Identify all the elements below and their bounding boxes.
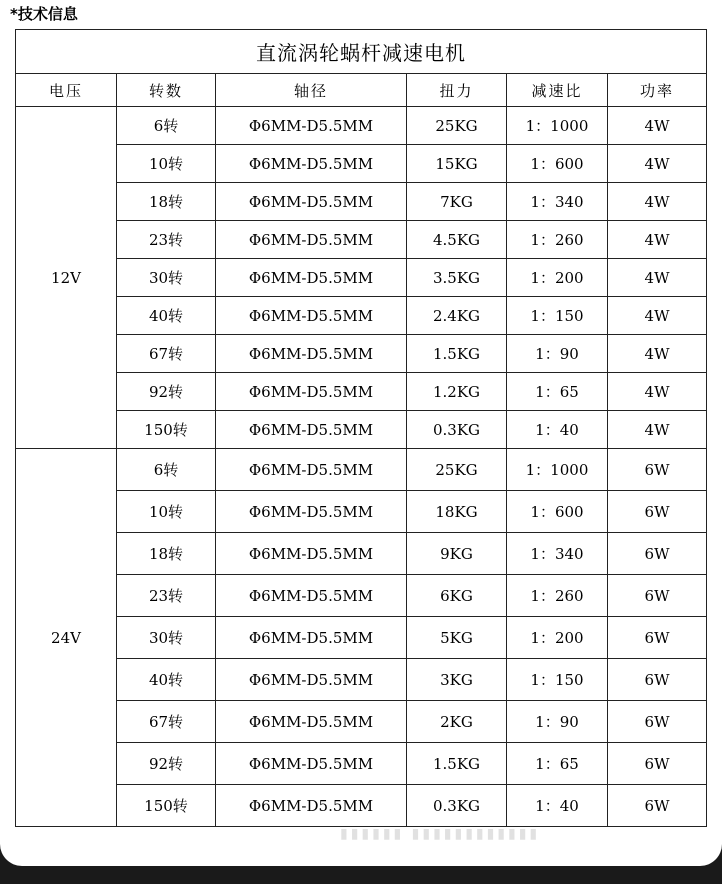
speed-cell: 67转 bbox=[117, 335, 216, 373]
table-row bbox=[16, 575, 707, 617]
torque-cell: 1.2KG bbox=[407, 373, 507, 411]
torque-cell: 3KG bbox=[407, 659, 507, 701]
header-row bbox=[16, 74, 707, 107]
speed-cell: 92转 bbox=[117, 373, 216, 411]
table-row bbox=[16, 533, 707, 575]
power-cell: 4W bbox=[608, 297, 707, 335]
ratio-cell: 1：65 bbox=[507, 373, 608, 411]
shaft-cell: Φ6MM-D5.5MM bbox=[216, 297, 407, 335]
torque-cell: 15KG bbox=[407, 145, 507, 183]
speed-cell: 23转 bbox=[117, 575, 216, 617]
ratio-cell: 1：340 bbox=[507, 533, 608, 575]
speed-cell: 67转 bbox=[117, 701, 216, 743]
torque-cell: 5KG bbox=[407, 617, 507, 659]
shaft-cell: Φ6MM-D5.5MM bbox=[216, 449, 407, 491]
ratio-cell: 1：40 bbox=[507, 411, 608, 449]
table-row bbox=[16, 701, 707, 743]
ratio-cell: 1：200 bbox=[507, 259, 608, 297]
table-row bbox=[16, 183, 707, 221]
header-voltage: 电压 bbox=[16, 74, 117, 107]
table-row bbox=[16, 659, 707, 701]
ratio-cell: 1：150 bbox=[507, 659, 608, 701]
torque-cell: 1.5KG bbox=[407, 335, 507, 373]
watermark: ▮▮▮▮▮▮ ▮▮▮▮▮▮▮▮▮▮▮▮ bbox=[340, 826, 541, 842]
shaft-cell: Φ6MM-D5.5MM bbox=[216, 659, 407, 701]
torque-cell: 1.5KG bbox=[407, 743, 507, 785]
shaft-cell: Φ6MM-D5.5MM bbox=[216, 491, 407, 533]
voltage-cell: 12V bbox=[16, 107, 117, 449]
ratio-cell: 1：1000 bbox=[507, 449, 608, 491]
power-cell: 6W bbox=[608, 449, 707, 491]
table-row bbox=[16, 411, 707, 449]
table-row bbox=[16, 617, 707, 659]
table-row bbox=[16, 785, 707, 827]
torque-cell: 2KG bbox=[407, 701, 507, 743]
power-cell: 6W bbox=[608, 617, 707, 659]
table-row bbox=[16, 373, 707, 411]
speed-cell: 23转 bbox=[117, 221, 216, 259]
table-row bbox=[16, 145, 707, 183]
speed-cell: 18转 bbox=[117, 183, 216, 221]
voltage-cell: 24V bbox=[16, 449, 117, 827]
ratio-cell: 1：90 bbox=[507, 701, 608, 743]
shaft-cell: Φ6MM-D5.5MM bbox=[216, 183, 407, 221]
speed-cell: 30转 bbox=[117, 259, 216, 297]
shaft-cell: Φ6MM-D5.5MM bbox=[216, 575, 407, 617]
header-ratio: 减速比 bbox=[507, 74, 608, 107]
section-label: *技术信息 bbox=[10, 5, 78, 23]
speed-cell: 150转 bbox=[117, 785, 216, 827]
ratio-cell: 1：1000 bbox=[507, 107, 608, 145]
power-cell: 4W bbox=[608, 107, 707, 145]
torque-cell: 0.3KG bbox=[407, 411, 507, 449]
ratio-cell: 1：340 bbox=[507, 183, 608, 221]
shaft-cell: Φ6MM-D5.5MM bbox=[216, 335, 407, 373]
speed-cell: 18转 bbox=[117, 533, 216, 575]
power-cell: 6W bbox=[608, 659, 707, 701]
torque-cell: 3.5KG bbox=[407, 259, 507, 297]
speed-cell: 40转 bbox=[117, 297, 216, 335]
ratio-cell: 1：600 bbox=[507, 145, 608, 183]
power-cell: 4W bbox=[608, 183, 707, 221]
shaft-cell: Φ6MM-D5.5MM bbox=[216, 533, 407, 575]
speed-cell: 10转 bbox=[117, 145, 216, 183]
ratio-cell: 1：150 bbox=[507, 297, 608, 335]
ratio-cell: 1：40 bbox=[507, 785, 608, 827]
table-title: 直流涡轮蜗杆减速电机 bbox=[16, 30, 707, 74]
power-cell: 4W bbox=[608, 259, 707, 297]
header-shaft: 轴径 bbox=[216, 74, 407, 107]
table-row bbox=[16, 743, 707, 785]
header-power: 功率 bbox=[608, 74, 707, 107]
torque-cell: 0.3KG bbox=[407, 785, 507, 827]
torque-cell: 18KG bbox=[407, 491, 507, 533]
shaft-cell: Φ6MM-D5.5MM bbox=[216, 785, 407, 827]
header-speed: 转数 bbox=[117, 74, 216, 107]
power-cell: 4W bbox=[608, 373, 707, 411]
table-row bbox=[16, 107, 707, 145]
shaft-cell: Φ6MM-D5.5MM bbox=[216, 145, 407, 183]
shaft-cell: Φ6MM-D5.5MM bbox=[216, 221, 407, 259]
header-torque: 扭力 bbox=[407, 74, 507, 107]
shaft-cell: Φ6MM-D5.5MM bbox=[216, 373, 407, 411]
power-cell: 4W bbox=[608, 335, 707, 373]
power-cell: 6W bbox=[608, 743, 707, 785]
shaft-cell: Φ6MM-D5.5MM bbox=[216, 411, 407, 449]
power-cell: 4W bbox=[608, 221, 707, 259]
speed-cell: 92转 bbox=[117, 743, 216, 785]
table-row bbox=[16, 335, 707, 373]
table-row bbox=[16, 449, 707, 491]
shaft-cell: Φ6MM-D5.5MM bbox=[216, 743, 407, 785]
ratio-cell: 1：90 bbox=[507, 335, 608, 373]
shaft-cell: Φ6MM-D5.5MM bbox=[216, 617, 407, 659]
torque-cell: 9KG bbox=[407, 533, 507, 575]
ratio-cell: 1：260 bbox=[507, 221, 608, 259]
power-cell: 4W bbox=[608, 411, 707, 449]
power-cell: 4W bbox=[608, 145, 707, 183]
power-cell: 6W bbox=[608, 533, 707, 575]
table-row bbox=[16, 491, 707, 533]
torque-cell: 2.4KG bbox=[407, 297, 507, 335]
power-cell: 6W bbox=[608, 491, 707, 533]
spec-table bbox=[15, 29, 707, 827]
torque-cell: 4.5KG bbox=[407, 221, 507, 259]
torque-cell: 25KG bbox=[407, 107, 507, 145]
speed-cell: 6转 bbox=[117, 449, 216, 491]
torque-cell: 6KG bbox=[407, 575, 507, 617]
speed-cell: 30转 bbox=[117, 617, 216, 659]
power-cell: 6W bbox=[608, 785, 707, 827]
speed-cell: 150转 bbox=[117, 411, 216, 449]
ratio-cell: 1：600 bbox=[507, 491, 608, 533]
table-row bbox=[16, 297, 707, 335]
torque-cell: 25KG bbox=[407, 449, 507, 491]
shaft-cell: Φ6MM-D5.5MM bbox=[216, 701, 407, 743]
speed-cell: 40转 bbox=[117, 659, 216, 701]
ratio-cell: 1：200 bbox=[507, 617, 608, 659]
ratio-cell: 1：65 bbox=[507, 743, 608, 785]
speed-cell: 6转 bbox=[117, 107, 216, 145]
table-row bbox=[16, 221, 707, 259]
power-cell: 6W bbox=[608, 701, 707, 743]
power-cell: 6W bbox=[608, 575, 707, 617]
shaft-cell: Φ6MM-D5.5MM bbox=[216, 107, 407, 145]
torque-cell: 7KG bbox=[407, 183, 507, 221]
shaft-cell: Φ6MM-D5.5MM bbox=[216, 259, 407, 297]
speed-cell: 10转 bbox=[117, 491, 216, 533]
table-row bbox=[16, 259, 707, 297]
ratio-cell: 1：260 bbox=[507, 575, 608, 617]
